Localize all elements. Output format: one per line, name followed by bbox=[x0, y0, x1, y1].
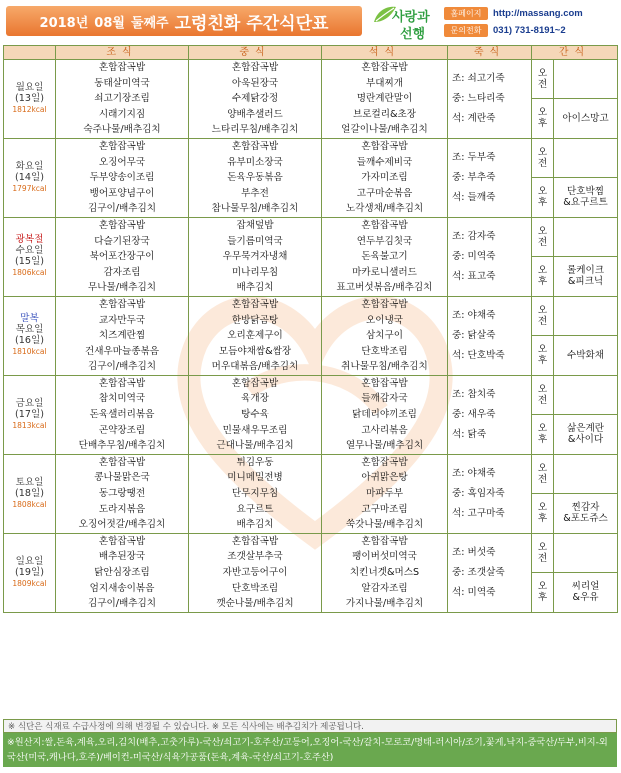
menu-item: 고구마조림 bbox=[361, 503, 408, 515]
menu-item: 육개장 bbox=[241, 393, 269, 405]
am-label bbox=[532, 533, 554, 572]
menu-item: 숙주나물/배추김치 bbox=[83, 124, 161, 136]
menu-item: 참나물무침/배추김치 bbox=[211, 203, 299, 215]
breakfast-cell bbox=[56, 296, 189, 375]
menu-item: 깻순나물/배추김치 bbox=[216, 598, 294, 610]
logo bbox=[372, 4, 442, 40]
menu-item: 오이냉국 bbox=[365, 314, 404, 326]
day-name: 일요일 bbox=[15, 555, 44, 567]
title-b: 주간식단표 bbox=[246, 13, 329, 34]
menu-item: 건새우마늘종볶음 bbox=[84, 345, 160, 357]
lunch-cell bbox=[189, 138, 322, 217]
menu-item: 단배추무침/배추김치 bbox=[78, 440, 166, 452]
day-cell bbox=[4, 296, 56, 375]
menu-item: 잡채덮밥 bbox=[236, 219, 274, 231]
day-kcal: 1797kcal bbox=[12, 183, 47, 193]
menu-item: 닭안심장조림 bbox=[94, 567, 150, 578]
menu-item: 조갯살부추국 bbox=[227, 551, 283, 563]
menu-item: 치킨너겟&머스S bbox=[349, 567, 420, 578]
menu-item: 쇠고기장조림 bbox=[94, 93, 150, 105]
menu-item: 오리훈제구이 bbox=[227, 330, 283, 342]
am-text: 오 전 bbox=[537, 462, 548, 485]
menu-item: 혼합잡곡밥 bbox=[361, 377, 408, 389]
menu-item: 마카로니샐러드 bbox=[352, 266, 417, 278]
day-name: 금요일 bbox=[15, 397, 44, 409]
am-snack bbox=[554, 454, 618, 493]
day-date: (16일) bbox=[15, 335, 44, 347]
menu-item: 혼합잡곡밥 bbox=[98, 298, 146, 310]
menu-item: 김구이/배추김치 bbox=[87, 361, 157, 373]
menu-item: 미나리무침 bbox=[231, 266, 279, 278]
menu-item: 부추전 bbox=[241, 187, 269, 199]
title-year: 2018년 bbox=[39, 15, 89, 31]
am-label bbox=[532, 217, 554, 256]
menu-item: 교자만두국 bbox=[98, 314, 146, 326]
pm-text: 오 후 bbox=[537, 186, 548, 209]
menu-item: 탕수육 bbox=[241, 409, 269, 421]
corner-cell bbox=[4, 46, 56, 60]
menu-item: 노각생채/배추김치 bbox=[345, 203, 424, 215]
porridge-item: 중: 느타리죽 bbox=[452, 92, 505, 104]
menu-item: 들기름미역국 bbox=[227, 235, 283, 247]
porridge-item: 석: 들깨죽 bbox=[452, 191, 496, 203]
porridge-cell bbox=[448, 454, 532, 533]
menu-item: 유부미소장국 bbox=[227, 156, 283, 168]
menu-item: 치즈계란찜 bbox=[98, 330, 146, 342]
menu-item: 혼합잡곡밥 bbox=[98, 456, 146, 468]
dinner-cell bbox=[322, 217, 448, 296]
pm-label bbox=[532, 414, 554, 454]
am-text: 오 전 bbox=[537, 541, 548, 564]
col-dinner: 석식 bbox=[322, 46, 448, 60]
menu-item: 고구마순볶음 bbox=[356, 187, 413, 199]
pm-label bbox=[532, 98, 554, 138]
menu-item: 아귀맑은탕 bbox=[361, 472, 408, 484]
am-label bbox=[532, 60, 554, 99]
day-row bbox=[4, 296, 618, 335]
am-snack bbox=[554, 60, 618, 99]
menu-item: 혼합잡곡밥 bbox=[98, 140, 146, 152]
pm-snack-text: 찐감자 &포도쥬스 bbox=[563, 502, 608, 525]
pm-snack-text: 롤케이크 &피크닉 bbox=[566, 265, 605, 288]
breakfast-cell bbox=[56, 217, 189, 296]
day-kcal: 1812kcal bbox=[12, 104, 47, 114]
day-row bbox=[4, 217, 618, 256]
menu-item: 한방닭곰탕 bbox=[231, 314, 279, 326]
day-date: (14일) bbox=[15, 171, 44, 183]
am-snack bbox=[554, 375, 618, 414]
menu-item: 혼합잡곡밥 bbox=[231, 535, 279, 547]
am-label bbox=[532, 296, 554, 335]
pm-snack: 아이스망고 bbox=[554, 98, 618, 138]
lunch-cell bbox=[189, 217, 322, 296]
holiday-tag: 광복절 bbox=[15, 234, 44, 246]
porridge-cell bbox=[448, 375, 532, 454]
menu-item: 엄지새송이볶음 bbox=[89, 582, 155, 594]
day-kcal: 1810kcal bbox=[12, 347, 47, 357]
menu-item: 동태살미역국 bbox=[94, 77, 150, 89]
porridge-item: 중: 흑임자죽 bbox=[452, 487, 505, 499]
inquiry-phone: 031) 731-8191~2 bbox=[493, 25, 566, 36]
homepage-label: 홈페이지 bbox=[444, 7, 488, 20]
day-date: (18일) bbox=[15, 487, 44, 499]
day-row bbox=[4, 375, 618, 414]
menu-item: 혼합잡곡밥 bbox=[231, 62, 279, 73]
menu-item: 다슬기된장국 bbox=[94, 235, 150, 247]
menu-item: 쑥갓나물/배추김치 bbox=[345, 519, 424, 531]
menu-item: 혼합잡곡밥 bbox=[361, 140, 408, 152]
porridge-item: 석: 닭죽 bbox=[452, 428, 487, 440]
day-row bbox=[4, 138, 618, 177]
pm-text: 오 후 bbox=[537, 502, 548, 525]
pm-snack: 수박화채 bbox=[554, 335, 618, 375]
menu-item: 오징어젓갈/배추김치 bbox=[78, 519, 166, 531]
lunch-cell bbox=[189, 296, 322, 375]
am-label bbox=[532, 138, 554, 177]
day-date: (19일) bbox=[15, 566, 44, 578]
porridge-item: 석: 미역죽 bbox=[452, 586, 496, 598]
am-snack bbox=[554, 296, 618, 335]
day-name: 화요일 bbox=[15, 160, 44, 172]
menu-item: 배추김치 bbox=[236, 519, 274, 531]
logo-line2: 선행 bbox=[400, 27, 426, 42]
porridge-item: 조: 감자죽 bbox=[452, 230, 496, 242]
day-cell bbox=[4, 533, 56, 612]
day-kcal: 1809kcal bbox=[12, 578, 47, 588]
day-row bbox=[4, 454, 618, 493]
menu-item: 혼합잡곡밥 bbox=[98, 535, 146, 547]
menu-item: 튀김우동 bbox=[236, 456, 274, 468]
dinner-cell bbox=[322, 296, 448, 375]
porridge-item: 중: 새우죽 bbox=[452, 408, 496, 420]
day-date: (13일) bbox=[15, 92, 44, 104]
porridge-item: 중: 조갯살죽 bbox=[452, 566, 505, 578]
day-name: 월요일 bbox=[15, 81, 44, 93]
am-text: 오 전 bbox=[537, 383, 548, 406]
day-name: 수요일 bbox=[15, 245, 44, 257]
col-lunch: 중식 bbox=[189, 46, 322, 60]
am-text: 오 전 bbox=[537, 225, 548, 248]
dinner-cell bbox=[322, 138, 448, 217]
menu-item: 김구이/배추김치 bbox=[87, 203, 157, 215]
day-row bbox=[4, 533, 618, 572]
menu-item: 우무묵겨자냉채 bbox=[222, 251, 288, 263]
menu-item: 고사리볶음 bbox=[361, 424, 408, 436]
menu-item: 뱅어포양념구이 bbox=[89, 187, 155, 199]
day-name: 토요일 bbox=[15, 476, 44, 488]
menu-item: 혼합잡곡밥 bbox=[231, 377, 279, 389]
day-date: (15일) bbox=[15, 256, 44, 268]
porridge-item: 석: 단호박죽 bbox=[452, 349, 505, 361]
menu-item: 배추김치 bbox=[236, 282, 274, 294]
menu-item: 머우대볶음/배추김치 bbox=[211, 361, 299, 373]
day-cell bbox=[4, 217, 56, 296]
menu-item: 근대나물/배추김치 bbox=[216, 440, 294, 452]
pm-snack-text: 씨리얼 &우유 bbox=[571, 581, 600, 604]
col-snack: 간식 bbox=[532, 46, 618, 60]
holiday-tag: 말복 bbox=[20, 313, 39, 325]
menu-item: 오징어무국 bbox=[98, 156, 146, 168]
porridge-item: 조: 야채죽 bbox=[452, 309, 496, 321]
menu-item: 취나물무침/배추김치 bbox=[341, 361, 428, 373]
menu-item: 자반고등어구이 bbox=[222, 567, 288, 578]
pm-label bbox=[532, 177, 554, 217]
menu-item: 모듬야채쌈&쌈장 bbox=[218, 345, 292, 357]
menu-item: 콩나물맑은국 bbox=[94, 472, 150, 484]
col-porridge: 죽식 bbox=[448, 46, 532, 60]
am-label bbox=[532, 375, 554, 414]
menu-item: 명란계란말이 bbox=[356, 93, 413, 105]
am-snack bbox=[554, 138, 618, 177]
menu-item: 들깨감자국 bbox=[361, 393, 408, 405]
menu-item: 혼합잡곡밥 bbox=[231, 140, 279, 152]
menu-item: 혼합잡곡밥 bbox=[361, 456, 408, 468]
footer-note: ※ 식단은 식재료 수급사정에 의해 변경될 수 있습니다. ※ 모든 식사에는 배추김치가 제공됩니다. bbox=[3, 719, 617, 733]
day-cell bbox=[4, 138, 56, 217]
menu-item: 혼합잡곡밥 bbox=[361, 219, 408, 231]
menu-item: 요구르트 bbox=[236, 503, 274, 515]
pm-text: 오 후 bbox=[537, 265, 548, 288]
menu-item: 닭데리야끼조림 bbox=[352, 409, 417, 421]
menu-item: 가지나물/배추김치 bbox=[345, 598, 424, 610]
menu-item: 혼합잡곡밥 bbox=[98, 219, 146, 231]
am-label bbox=[532, 454, 554, 493]
pm-label bbox=[532, 256, 554, 296]
pm-text: 오 후 bbox=[537, 344, 548, 367]
menu-item: 혼합잡곡밥 bbox=[98, 377, 146, 389]
col-breakfast: 조식 bbox=[56, 46, 189, 60]
breakfast-cell bbox=[56, 138, 189, 217]
menu-item: 단호박조림 bbox=[231, 582, 279, 594]
menu-item: 들깨수제비국 bbox=[356, 156, 413, 168]
porridge-cell bbox=[448, 138, 532, 217]
menu-item: 두부양송이조림 bbox=[89, 172, 155, 184]
dinner-cell bbox=[322, 60, 448, 139]
menu-item: 수제닭강정 bbox=[231, 93, 279, 105]
day-date: (17일) bbox=[15, 408, 44, 420]
menu-item: 돈육불고기 bbox=[361, 251, 408, 263]
porridge-item: 석: 고구마죽 bbox=[452, 507, 505, 519]
porridge-cell bbox=[448, 533, 532, 612]
pm-text: 오 후 bbox=[537, 581, 548, 604]
lunch-cell bbox=[189, 60, 322, 139]
menu-item: 미니메밀전병 bbox=[227, 472, 283, 484]
menu-item: 삼치구이 bbox=[365, 330, 404, 342]
menu-item: 마파두부 bbox=[365, 488, 404, 500]
menu-item: 아욱된장국 bbox=[231, 77, 279, 89]
day-name: 목요일 bbox=[15, 324, 44, 336]
menu-item: 가자미조림 bbox=[361, 172, 408, 184]
am-text: 오 전 bbox=[537, 67, 548, 90]
day-kcal: 1813kcal bbox=[12, 420, 47, 430]
contact-info bbox=[444, 6, 583, 40]
homepage-link[interactable]: http://massang.com bbox=[493, 8, 583, 19]
porridge-item: 석: 표고죽 bbox=[452, 270, 496, 282]
menu-item: 혼합잡곡밥 bbox=[231, 298, 279, 310]
menu-item: 부대찌개 bbox=[365, 77, 404, 89]
breakfast-cell bbox=[56, 60, 189, 139]
menu-item: 연두부김칫국 bbox=[356, 235, 413, 247]
menu-item: 무나물/배추김치 bbox=[87, 282, 157, 294]
porridge-item: 조: 야채죽 bbox=[452, 467, 496, 479]
menu-item: 혼합잡곡밥 bbox=[361, 535, 408, 547]
breakfast-cell bbox=[56, 375, 189, 454]
menu-item: 배추된장국 bbox=[98, 551, 146, 563]
porridge-item: 중: 부추죽 bbox=[452, 171, 496, 183]
lunch-cell bbox=[189, 454, 322, 533]
menu-item: 민물새우무조림 bbox=[222, 424, 288, 436]
menu-item: 단무지무침 bbox=[231, 488, 279, 500]
porridge-item: 석: 계란죽 bbox=[452, 112, 496, 124]
page-title bbox=[6, 6, 362, 36]
title-a: 고령친화 bbox=[174, 13, 241, 34]
am-snack bbox=[554, 533, 618, 572]
pm-text: 오 후 bbox=[537, 107, 548, 130]
dinner-cell bbox=[322, 533, 448, 612]
origin-note: ※원산지:쌀,돈육,계육,오리,김치(배추,고춧가루)-국산/쇠고기-호주산/고등어,오징어-국산/갈치-모로코/명태-러시아/조기,꽃게,낙지-중국산/두부,비지-외국산(미국,캐나다,호주)/베이컨-미국산/식육가공품(돈육,계육-국산/쇠고기-호주산) bbox=[3, 733, 617, 767]
pm-snack bbox=[554, 414, 618, 454]
menu-item: 돈육우동볶음 bbox=[227, 172, 283, 184]
lunch-cell bbox=[189, 375, 322, 454]
menu-item: 혼합잡곡밥 bbox=[98, 62, 146, 73]
pm-label bbox=[532, 335, 554, 375]
pm-snack-text: 단호박찜 &요구르트 bbox=[563, 186, 608, 209]
pm-label bbox=[532, 572, 554, 612]
am-snack bbox=[554, 217, 618, 256]
day-cell bbox=[4, 454, 56, 533]
pm-label bbox=[532, 493, 554, 533]
am-text: 오 전 bbox=[537, 304, 548, 327]
menu-item: 단호박조림 bbox=[361, 345, 408, 357]
title-week: 둘째주 bbox=[130, 15, 169, 31]
pm-snack bbox=[554, 572, 618, 612]
menu-item: 돈육샐러리볶음 bbox=[89, 409, 155, 421]
menu-item: 팽이버섯미역국 bbox=[352, 551, 417, 563]
porridge-cell bbox=[448, 217, 532, 296]
menu-item: 시래기지짐 bbox=[98, 108, 146, 120]
menu-item: 북어포간장구이 bbox=[89, 251, 155, 263]
menu-item: 혼합잡곡밥 bbox=[361, 62, 408, 73]
menu-item: 양배추샐러드 bbox=[227, 108, 283, 120]
am-text: 오 전 bbox=[537, 146, 548, 169]
porridge-item: 조: 버섯죽 bbox=[452, 546, 496, 558]
porridge-item: 중: 미역죽 bbox=[452, 250, 496, 262]
day-kcal: 1808kcal bbox=[12, 499, 47, 509]
menu-item: 얼갈이나물/배추김치 bbox=[341, 124, 428, 136]
porridge-item: 중: 닭살죽 bbox=[452, 329, 496, 341]
menu-item: 브로컬리&초장 bbox=[352, 108, 417, 120]
dinner-cell bbox=[322, 375, 448, 454]
porridge-item: 조: 쇠고기죽 bbox=[452, 72, 505, 84]
breakfast-cell bbox=[56, 533, 189, 612]
lunch-cell bbox=[189, 533, 322, 612]
menu-item: 느타리무침/배추김치 bbox=[211, 124, 299, 136]
porridge-item: 조: 두부죽 bbox=[452, 151, 496, 163]
menu-item: 감자조림 bbox=[103, 266, 141, 278]
menu-item: 열무나물/배추김치 bbox=[345, 440, 424, 452]
dinner-cell bbox=[322, 454, 448, 533]
menu-item: 표고버섯볶음/배추김치 bbox=[336, 282, 433, 294]
menu-item: 혼합잡곡밥 bbox=[361, 298, 408, 310]
menu-item: 김구이/배추김치 bbox=[87, 598, 157, 610]
header bbox=[0, 0, 621, 44]
breakfast-cell bbox=[56, 454, 189, 533]
day-cell bbox=[4, 375, 56, 454]
menu-item: 도라지볶음 bbox=[98, 503, 146, 515]
pm-snack bbox=[554, 256, 618, 296]
day-cell bbox=[4, 60, 56, 139]
porridge-item: 조: 참치죽 bbox=[452, 388, 496, 400]
porridge-cell bbox=[448, 60, 532, 139]
menu-item: 알감자조림 bbox=[361, 582, 408, 594]
footer bbox=[3, 719, 617, 767]
menu-item: 동그랑땡전 bbox=[98, 488, 146, 500]
pm-text: 오 후 bbox=[537, 423, 548, 446]
day-row bbox=[4, 60, 618, 99]
porridge-cell bbox=[448, 296, 532, 375]
inquiry-label: 문의전화 bbox=[444, 24, 488, 37]
pm-snack bbox=[554, 177, 618, 217]
weekly-menu-table bbox=[3, 45, 618, 613]
menu-item: 곤약장조림 bbox=[98, 424, 146, 436]
day-kcal: 1806kcal bbox=[12, 268, 47, 278]
pm-snack-text: 삶은계란 &사이다 bbox=[566, 423, 605, 446]
menu-item: 참치미역국 bbox=[98, 393, 146, 405]
logo-line1: 사랑과 bbox=[392, 10, 430, 25]
title-month: 08월 bbox=[94, 15, 125, 31]
pm-snack bbox=[554, 493, 618, 533]
